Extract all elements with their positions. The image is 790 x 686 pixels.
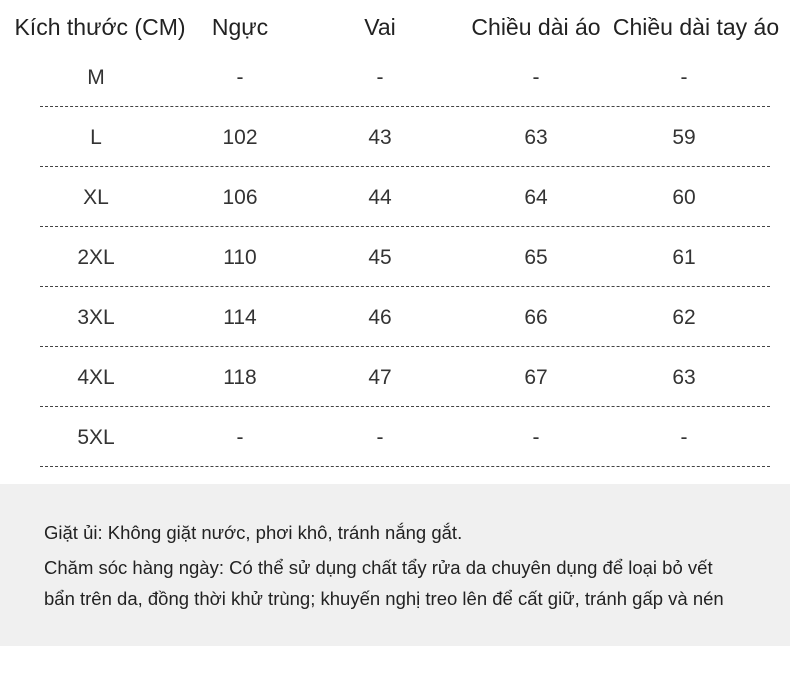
measurement-cell: 63 [524,126,548,149]
measurement-cell: 59 [672,126,696,149]
measurement-cell: 61 [672,246,696,269]
table-row [40,408,770,467]
measurement-cell: 67 [524,366,548,389]
measurement-cell: 66 [524,306,548,329]
table-row [40,348,770,407]
measurement-cell: 110 [223,246,257,269]
measurement-cell: - [680,426,688,449]
care-daily-1: Chăm sóc hàng ngày: Có thể sử dụng chất tẩy rửa da chuyên dụng để loại bỏ vết [44,557,713,578]
measurement-cell: 45 [368,246,392,269]
size-label: 3XL [77,306,115,329]
table-row [40,48,770,107]
measurement-cell: 44 [368,186,392,209]
header-size: Kích thước (CM) [14,14,186,40]
measurement-cell: 64 [524,186,548,209]
table-row [40,228,770,287]
table-row [40,108,770,167]
table-row [40,168,770,227]
size-label: 4XL [77,366,115,389]
measurement-cell: 102 [222,126,258,149]
measurement-cell: 60 [672,186,696,209]
measurement-cell: - [376,426,384,449]
measurement-cell: 114 [223,306,257,329]
size-label: 2XL [77,246,115,269]
header-shirt-length: Chiều dài áo [471,14,601,40]
measurement-cell: - [236,426,244,449]
header-sleeve-length: Chiều dài tay áo [612,14,780,40]
measurement-cell: 65 [524,246,548,269]
table-row [40,288,770,347]
measurement-cell: 118 [223,366,257,389]
measurement-cell: 46 [368,306,392,329]
measurement-cell: - [532,66,540,89]
measurement-cell: 62 [672,306,696,329]
size-label: L [90,126,102,149]
size-label: M [87,66,105,89]
header-chest: Ngực [211,14,269,40]
measurement-cell: - [532,426,540,449]
care-instructions [0,484,790,646]
measurement-cell: - [236,66,244,89]
measurement-cell: 106 [222,186,258,209]
measurement-cell: - [680,66,688,89]
care-washing: Giặt ủi: Không giặt nước, phơi khô, tránh nắng gắt. [44,522,463,543]
care-daily-2: bẩn trên da, đồng thời khử trùng; khuyến nghị treo lên để cất giữ, tránh gấp và nén [44,588,724,609]
size-label: 5XL [77,426,115,449]
measurement-cell: 47 [368,366,392,389]
measurement-cell: - [376,66,384,89]
measurement-cell: 63 [672,366,696,389]
measurement-cell: 43 [368,126,392,149]
header-shoulder: Vai [364,14,396,40]
size-label: XL [83,186,109,209]
